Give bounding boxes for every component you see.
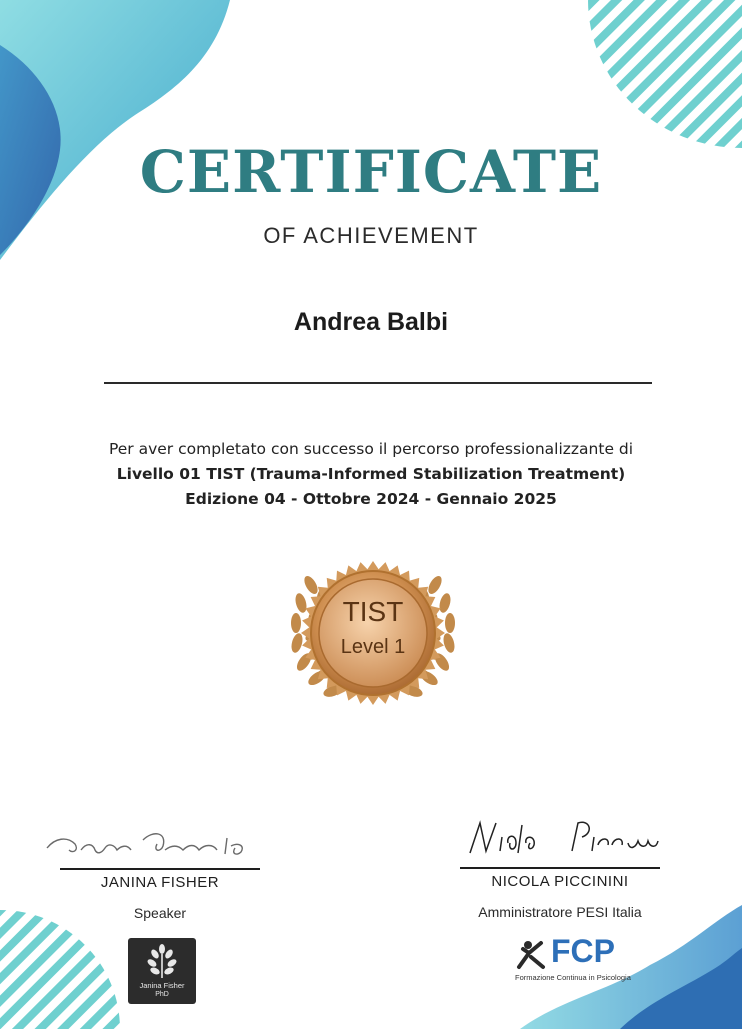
logo-name: Janina Fisher xyxy=(139,981,185,990)
fcp-logo xyxy=(515,933,640,987)
fcp-tagline: Formazione Continua in Psicologia xyxy=(515,973,631,982)
fcp-wordmark: FCP xyxy=(551,933,615,969)
completion-statement: Per aver completato con successo il percorso professionalizzante di xyxy=(108,440,634,458)
badge-line-1: TIST xyxy=(342,596,404,627)
signer-role-right: Amministratore PESI Italia xyxy=(478,904,642,920)
fcp-mark-icon xyxy=(515,937,549,971)
course-edition: Edizione 04 - Ottobre 2024 - Gennaio 2025 xyxy=(185,490,557,508)
stripes-bottom-left xyxy=(0,910,120,1029)
signer-name-left: JANINA FISHER xyxy=(100,874,220,891)
name-underline xyxy=(104,382,652,384)
logo-degree: PhD xyxy=(155,991,169,998)
handwritten-signature-janina-fisher xyxy=(35,820,265,866)
recipient-name: Andrea Balbi xyxy=(293,308,449,336)
course-title: Livello 01 TIST (Trauma-Informed Stabilization Treatment) xyxy=(116,465,626,483)
tree-icon xyxy=(142,942,182,982)
badge-line-2: Level 1 xyxy=(340,636,406,658)
signature-block-right xyxy=(460,815,660,920)
page-subtitle: OF ACHIEVEMENT xyxy=(263,223,479,248)
stripes-top-right xyxy=(588,0,742,148)
signer-name-right: NICOLA PICCININI xyxy=(491,873,629,890)
signature-block-left xyxy=(60,820,260,921)
handwritten-signature-nicola-piccinini xyxy=(460,815,670,865)
tist-level-badge xyxy=(273,555,473,715)
page-title: CERTIFICATE xyxy=(139,138,603,206)
janina-fisher-logo xyxy=(128,938,196,1004)
signer-role-left: Speaker xyxy=(133,905,187,921)
